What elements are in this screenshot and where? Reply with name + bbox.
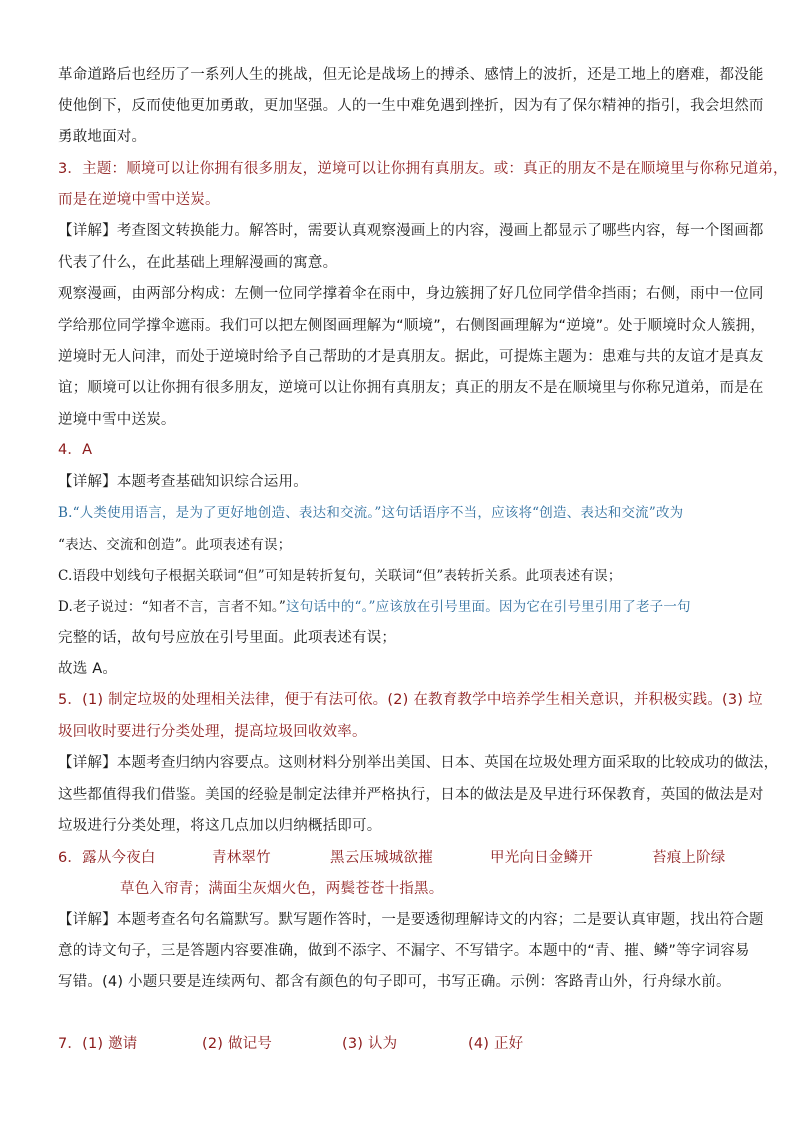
explanation-3-line: 逆境时无人问津，而处于逆境时给予自己帮助的才是真朋友。据此，可提炼主题为：患难与共的友谊才是真友 [58,349,764,365]
explanation-3-line: 代表了什么，在此基础上理解漫画的寓意。 [58,255,338,271]
answer-4-line: 4．A [58,442,93,458]
answer-6-line [58,848,748,868]
explanation-4-option-b: “表达、交流和创造”。此项表述有误； [58,537,292,553]
answer-7-line [58,1034,558,1054]
explanation-6-line: 写错。(4) 小题只要是连续两句、都含有颜色的句子即可，书写正确。示例：客路青山外，行舟绿水前。 [58,974,731,990]
answer-6-item: 6．露从今夜白 [58,850,156,866]
paragraph-line: 革命道路后也经历了一系列人生的挑战，但无论是战场上的搏杀、感情上的波折，还是工地上的磨难，都没能 [58,67,764,83]
explanation-4-option-b: B.“人类使用语言，是为了更好地创造、表达和交流。”这句话语序不当，应该将“创造、表达和交流”改为 [58,505,684,521]
explanation-4-option-d [58,597,691,617]
detail-tag: 【详解】 [58,223,117,239]
explanation-text: 本题考查归纳内容要点。这则材料分别举出美国、日本、英国在垃圾处理方面采取的比较成功的做法， [116,755,779,771]
answer-3-line: 而是在逆境中雪中送炭。 [58,192,220,208]
explanation-3-line: 逆境中雪中送炭。 [58,412,176,428]
explanation-5-line: 这些都值得我们借鉴。美国的经验是制定法律并严格执行，日本的做法是及早进行环保教育，英国的做法是对 [58,787,764,803]
answer-7-item: (2) 做记号 [202,1036,273,1052]
explanation-5-line [58,753,778,773]
explanation-6-line: 意的诗文句子，三是答题内容要准确，做到不添字、不漏字、不写错字。本题中的“青、摧、鳞”等字词容易 [58,943,750,959]
explanation-text: 本题考查名句名篇默写。默写题作答时，一是要透彻理解诗文的内容；二是要认真审题，找出符合题 [116,912,764,928]
answer-6-item: 黑云压城城欲摧 [330,850,433,866]
option-d-note: 这句话中的“。”应该放在引号里面。因为它在引号里引用了老子一句 [286,599,691,615]
detail-tag: 【详解】 [58,755,117,771]
explanation-text: 本题考查基础知识综合运用。 [116,474,308,490]
detail-tag: 【详解】 [58,474,117,490]
answer-6-item: 青林翠竹 [212,850,271,866]
detail-tag: 【详解】 [58,912,117,928]
explanation-4-line: 完整的话，故句号应放在引号里面。此项表述有误； [58,630,397,646]
paragraph-line: 使他倒下，反而使他更加勇敢，更加坚强。人的一生中难免遇到挫折，因为有了保尔精神的指引，我会坦然而 [58,98,764,114]
explanation-4-line: 故选 A。 [58,661,118,677]
answer-7-item: (3) 认为 [342,1036,398,1052]
explanation-5-line: 垃圾进行分类处理，将这几点加以归纳概括即可。 [58,818,382,834]
explanation-3-line: 观察漫画，由两部分构成：左侧一位同学撑着伞在雨中，身边簇拥了好几位同学借伞挡雨；右侧，雨中一位同 [58,286,764,302]
answer-6-item: 苔痕上阶绿 [652,850,726,866]
answer-3-line: 3．主题：顺境可以让你拥有很多朋友，逆境可以让你拥有真朋友。或：真正的朋友不是在顺境里与你称兄道弟， [58,161,788,177]
explanation-text: 考查图文转换能力。解答时，需要认真观察漫画上的内容，漫画上都显示了哪些内容，每一个图画都 [116,223,764,239]
explanation-4-option-c: C.语段中划线句子根据关联词“但”可知是转折复句，关联词“但”表转折关系。此项表述有误； [58,568,622,584]
answer-7-item: 7．(1) 邀请 [58,1036,138,1052]
explanation-3-line: 谊；顺境可以让你拥有很多朋友，逆境可以让你拥有真朋友；真正的朋友不是在顺境里与你称兄道弟，而是在 [58,380,764,396]
option-d-quote: D.老子说过：“知者不言，言者不知。” [58,599,286,615]
paragraph-line: 勇敢地面对。 [58,129,147,145]
answer-5-line: 5．(1) 制定垃圾的处理相关法律，便于有法可依。(2) 在教育教学中培养学生相关意识，并积极实践。(3) 垃 [58,692,763,708]
answer-6-line: 草色入帘青；满面尘灰烟火色，两鬓苍苍十指黑。 [120,881,444,897]
answer-5-line: 圾回收时要进行分类处理，提高垃圾回收效率。 [58,724,367,740]
answer-6-item: 甲光向日金鳞开 [490,850,593,866]
answer-7-item: (4) 正好 [468,1036,524,1052]
explanation-3-line [58,221,764,241]
explanation-6-line [58,910,764,930]
explanation-3-line: 学给那位同学撑伞遮雨。我们可以把左侧图画理解为“顺境”，右侧图画理解为“逆境”。处于顺境时众人簇拥， [58,318,766,334]
explanation-4-line [58,472,308,492]
